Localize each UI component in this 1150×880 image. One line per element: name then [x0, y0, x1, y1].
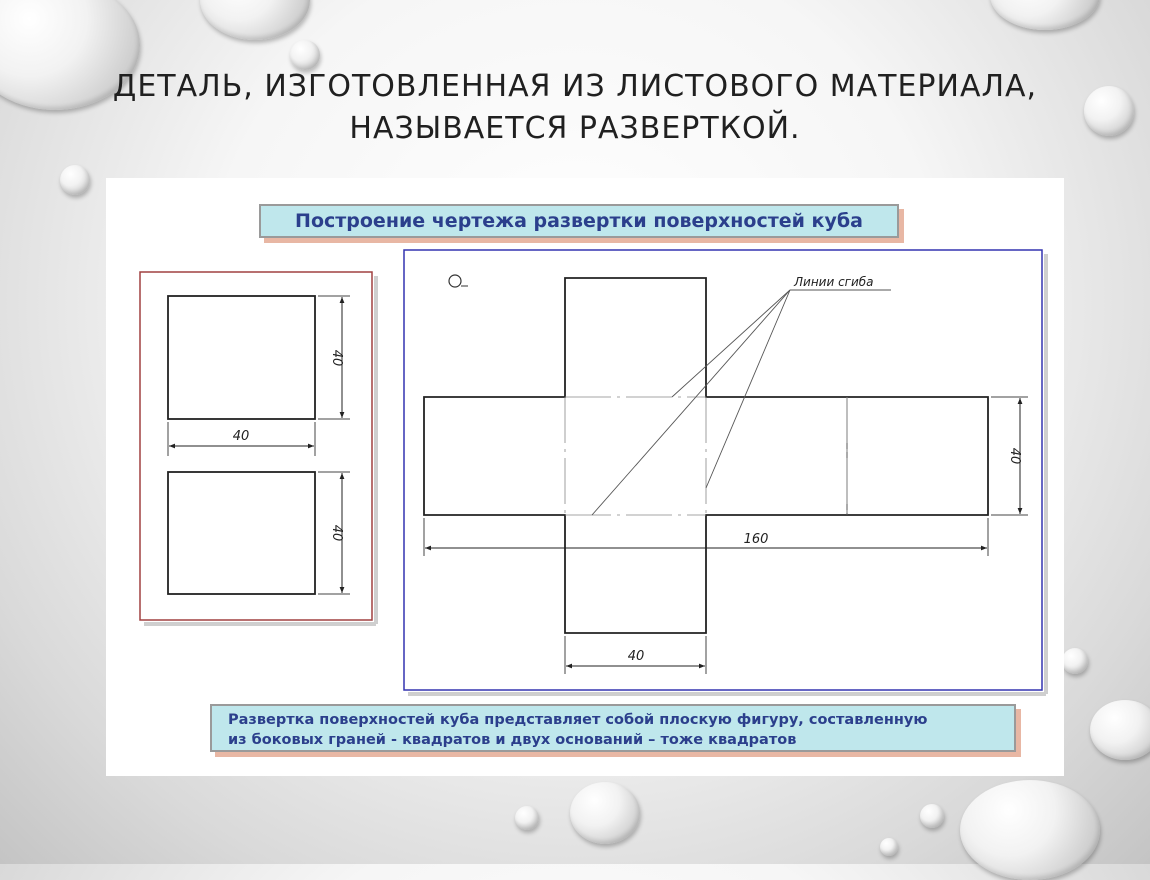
water-drop [920, 804, 944, 828]
front-height-label: 40 [329, 349, 344, 367]
net-length-label: 160 [743, 532, 769, 547]
water-drop [1090, 700, 1150, 760]
front-width-label: 40 [232, 429, 250, 444]
description-line2: из боковых граней - квадратов и двух оснований – тоже квадратов [228, 732, 797, 748]
description-box [210, 704, 1016, 752]
slide-title [60, 66, 1090, 150]
cube-net-drawing [106, 178, 1064, 776]
water-drop [1084, 86, 1134, 136]
water-drop [60, 165, 90, 195]
net-height-label: 40 [1007, 447, 1022, 465]
water-drop [1062, 648, 1088, 674]
cube-net-outline [424, 278, 988, 633]
net-frame [404, 250, 1042, 690]
water-drop [960, 780, 1100, 880]
rotation-symbol-icon [449, 275, 461, 287]
slide-title-line2: НАЗЫВАЕТСЯ РАЗВЕРТКОЙ. [349, 111, 801, 146]
top-height-label: 40 [329, 524, 344, 542]
water-drop [570, 782, 640, 844]
fold-leader-lines [592, 290, 891, 515]
diagram-header: Построение чертежа развертки поверхностей куба [259, 204, 899, 238]
cube-net-figure [106, 178, 1064, 776]
description-line1: Развертка поверхностей куба представляет собой плоскую фигуру, составленную [228, 712, 928, 728]
slide-title-line1: ДЕТАЛЬ, ИЗГОТОВЛЕННАЯ ИЗ ЛИСТОВОГО МАТЕРИАЛА, [112, 69, 1038, 104]
water-drop [990, 0, 1100, 30]
top-view-square [168, 472, 315, 594]
water-drop [200, 0, 310, 40]
water-drop [880, 838, 898, 856]
net-square-width-label: 40 [627, 649, 645, 664]
front-view-square [168, 296, 315, 419]
fold-lines-label: Линии сгиба [794, 275, 874, 289]
water-drop [515, 806, 539, 830]
